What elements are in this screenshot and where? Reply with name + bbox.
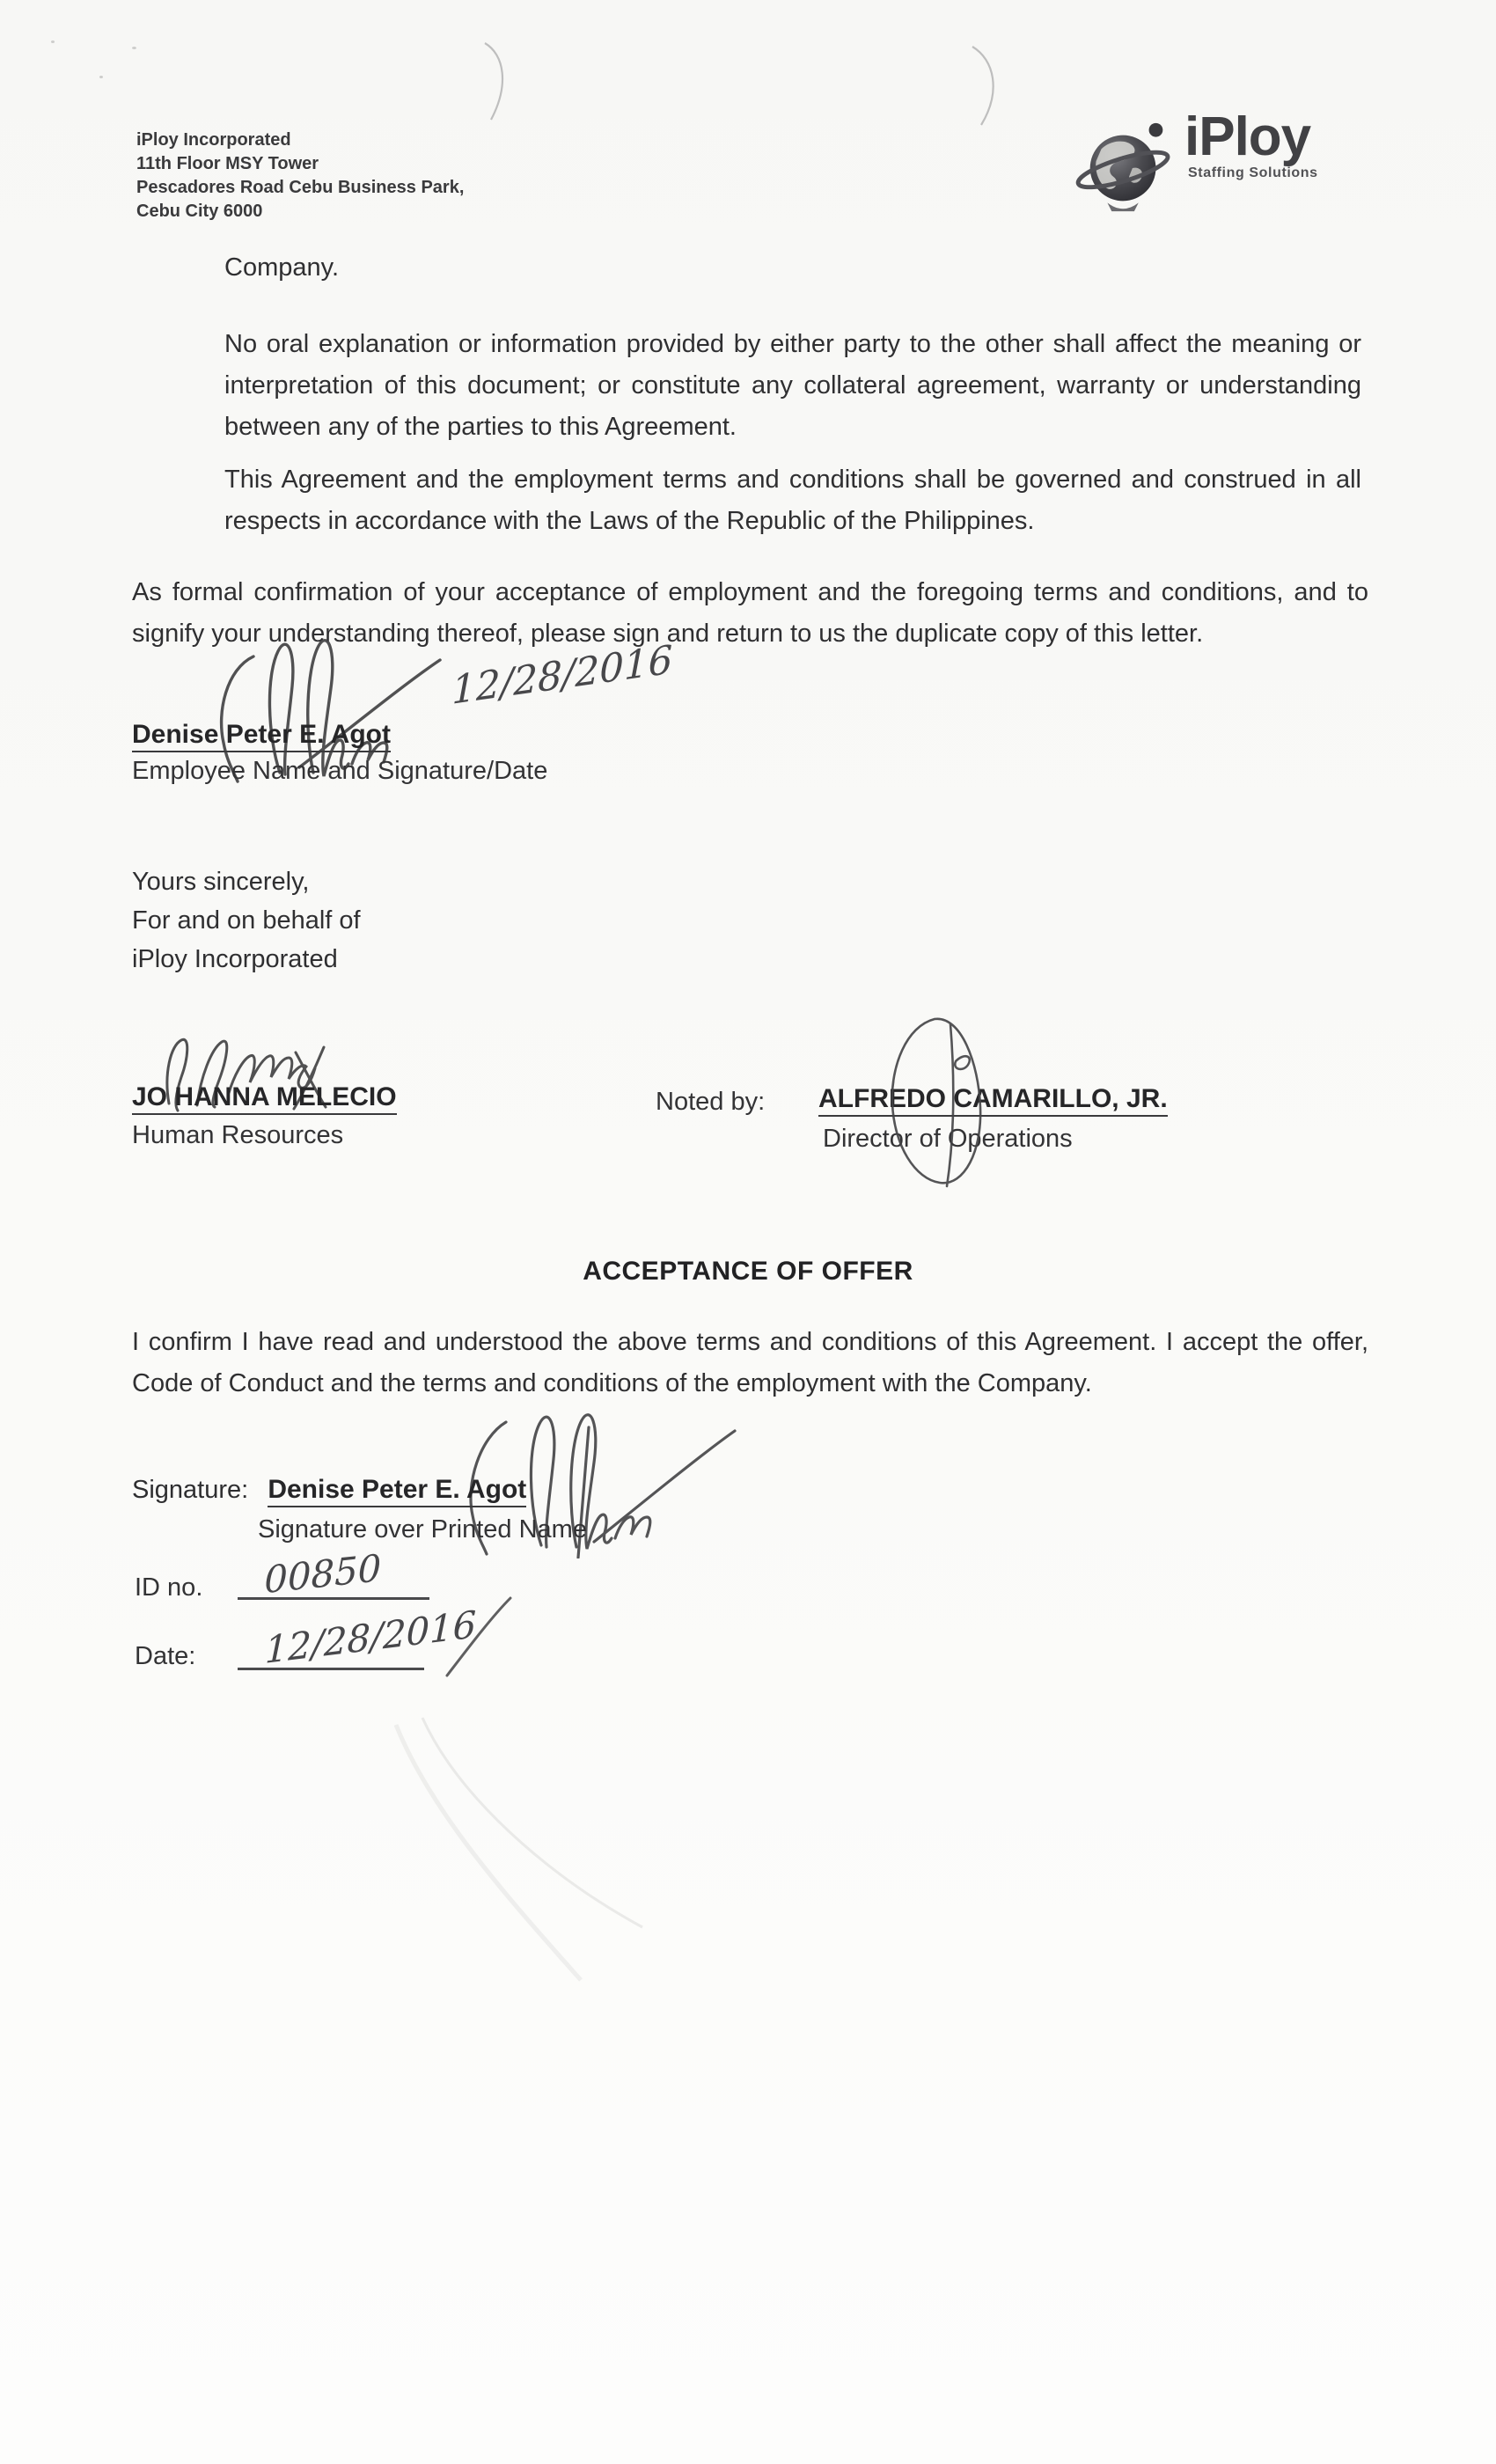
acceptance-signature-line <box>132 1475 526 1507</box>
employee-printed-name <box>132 720 391 752</box>
globe-stand <box>1107 202 1138 211</box>
address-line: 11th Floor MSY Tower <box>136 154 319 173</box>
address-line: Cebu City 6000 <box>136 202 263 221</box>
paragraph-governing-law: This Agreement and the employment terms and conditions shall be governed and construed in all respects in accordance with the Laws of the Republic of the Philippines. <box>224 466 1361 535</box>
employee-signature-caption: Employee Name and Signature/Date <box>132 757 548 785</box>
hr-title: Human Resources <box>132 1121 344 1149</box>
signature-label: Signature: <box>132 1476 249 1504</box>
paragraph-oral-explanation: No oral explanation or information provided by either party to the other shall affect the meaning or interpretation of this document; or constitute any collateral agreement, warranty or understanding between any of the parties to this Agreement. <box>224 330 1361 441</box>
globe-swoosh-icon <box>1075 111 1179 224</box>
logo-tagline-text: Staffing Solutions <box>1188 165 1318 180</box>
logo-brand-text: iPloy <box>1184 106 1311 167</box>
id-label: ID no. <box>135 1573 203 1602</box>
company-address-block <box>136 128 464 224</box>
hr-name-text: JO HANNA MELECIO <box>132 1082 397 1115</box>
logo-text <box>1184 106 1318 181</box>
salutation-fragment: Company. <box>224 253 340 282</box>
closing-line: Yours sincerely, <box>132 868 310 896</box>
closing-line: iPloy Incorporated <box>132 945 338 973</box>
director-title: Director of Operations <box>823 1125 1073 1153</box>
hr-printed-name <box>132 1082 397 1115</box>
employee-name-text: Denise Peter E. Agot <box>132 720 391 752</box>
paragraph-formal-confirmation: As formal confirmation of your acceptance of employment and the foregoing terms and conditions, and to signify your understanding thereof, please sign and return to us the duplicate copy of this letter. <box>132 578 1368 648</box>
id-handwritten-value: 00850 <box>264 1545 382 1602</box>
director-signature-ink <box>880 1012 1016 1188</box>
address-line: Pescadores Road Cebu Business Park, <box>136 178 465 197</box>
globe-dot <box>1149 123 1163 137</box>
closing-block <box>132 862 361 979</box>
acceptance-signature-name: Denise Peter E. Agot <box>268 1475 526 1507</box>
scan-speck <box>51 40 55 43</box>
scan-speck <box>132 47 136 49</box>
noted-by-label: Noted by: <box>656 1088 766 1116</box>
director-name-text: ALFREDO CAMARILLO, JR. <box>818 1084 1168 1117</box>
closing-line: For and on behalf of <box>132 906 361 935</box>
iploy-logo <box>1075 106 1318 224</box>
acceptance-heading: ACCEPTANCE OF OFFER <box>583 1257 913 1286</box>
scan-speck <box>99 76 103 78</box>
scan-crease-artifact <box>290 1716 660 2086</box>
date-label: Date: <box>135 1642 196 1670</box>
address-line: iPloy Incorporated <box>136 130 291 150</box>
scan-curl-artifact-left <box>480 40 518 125</box>
paragraph-acceptance: I confirm I have read and understood the above terms and conditions of this Agreement. I accept the offer, Code of Conduct and the terms and conditions of the employment with the Company. <box>132 1328 1368 1397</box>
employee-handwritten-date: 12/28/2016 <box>451 637 673 714</box>
date-handwritten-value: 12/28/2016 <box>264 1602 477 1672</box>
scan-curl-artifact-right <box>968 42 1010 130</box>
acceptance-signature-caption: Signature over Printed Name <box>258 1515 587 1544</box>
date-flourish-ink <box>438 1591 517 1679</box>
